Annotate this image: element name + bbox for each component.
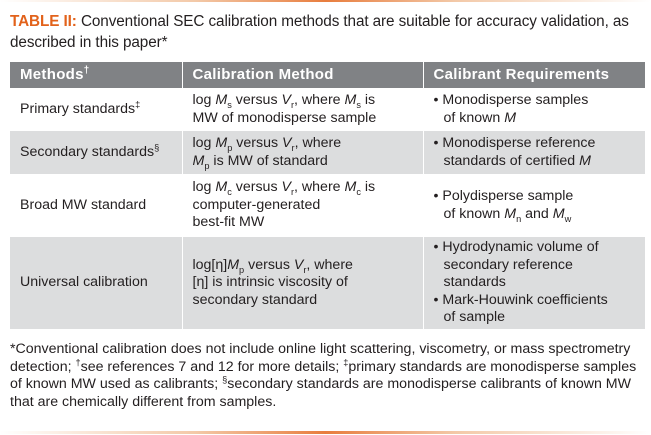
requirements-cell [423,89,645,131]
table-row [10,131,645,175]
calibration-cell: $\log M_c$ versus $V_r$, where $M_c$ is computer-generated best-fit MW [182,175,423,237]
top-accent-rule [0,0,651,2]
requirements-cell [423,175,645,237]
table-caption-text: Conventional SEC calibration methods that are suitable for accuracy validation, as described in this paper* [10,13,629,51]
bottom-accent-rule [0,431,651,434]
footnote-mark: § [154,142,160,153]
requirement-item: • Mark-Houwink coefficients of sample [433,291,608,325]
table-number-label: TABLE II: [10,13,77,30]
calibration-cell: $\log M_s$ versus $V_r$, where $M_s$ is MW of monodisperse sample [182,89,423,131]
requirement-item: • Monodisperse samples of known M [433,92,589,126]
requirements-cell [423,131,645,175]
requirement-item: • Monodisperse reference standards of certified M [433,135,596,169]
calibration-cell: $\log[\eta]M_p$ versus $V_r$, where [η] is intrinsic viscosity of secondary standard [182,237,423,329]
table-footnote: *Conventional calibration does not include online light scattering, viscometry, or mass spectrometry detection; †see references 7 and 12 for more details; ‡primary standards are monodisperse samples of known MW used as calibrants; §secondary standards are monodisperse calibrants of known MW that are chemically different from samples. [10,341,637,410]
column-header-methods: Methods† [10,62,182,89]
table-row [10,175,645,237]
table-header-row [10,62,645,89]
method-cell [10,89,182,131]
method-cell [10,237,182,329]
table-caption [10,11,646,53]
requirement-item: • Hydrodynamic volume of secondary reference standards [433,239,599,290]
requirement-item: • Polydisperse sample of known $M_n$ and $M_w$ [433,188,574,224]
column-header-calibration-method: Calibration Method [182,62,423,89]
method-cell [10,131,182,175]
requirements-cell [423,237,645,329]
footnote-mark: ‡ [135,99,141,110]
method-cell [10,175,182,237]
table-row [10,237,645,329]
method-name: Broad MW standard [20,196,147,213]
method-name: Primary standards [20,100,136,117]
column-header-calibrant-requirements: Calibrant Requirements [423,62,645,89]
method-name: Secondary standards [20,143,155,160]
calibration-cell: $\log M_p$ versus $V_r$, where $M_p$ is MW of standard [182,131,423,175]
method-name: Universal calibration [20,274,148,290]
calibration-methods-table [10,62,645,329]
table-row [10,89,645,131]
